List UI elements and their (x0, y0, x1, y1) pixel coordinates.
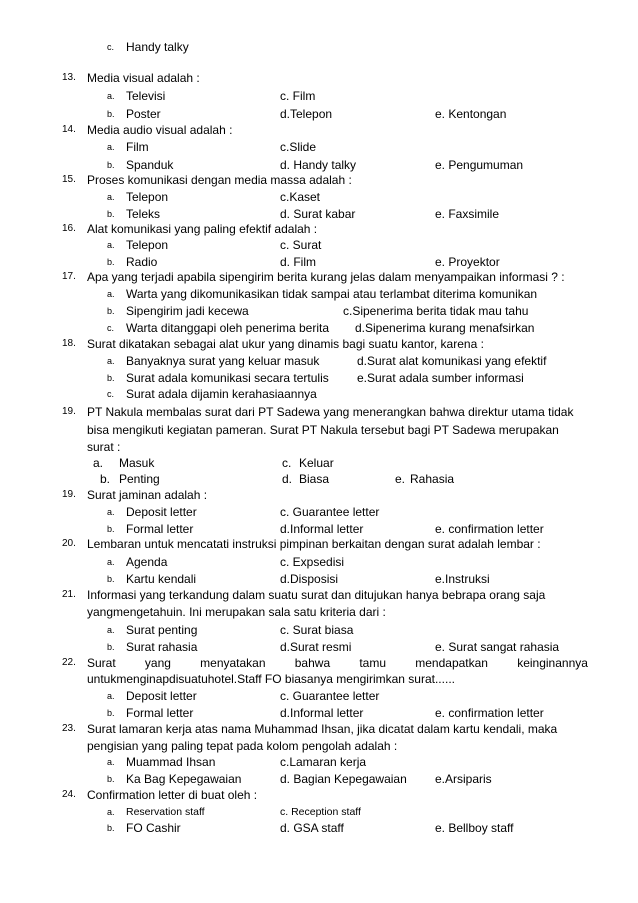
option-text: FO Cashir (126, 821, 181, 835)
option-text: Kartu kendali (126, 572, 197, 586)
option-row (0, 553, 638, 571)
option-text: c. Film (280, 89, 316, 103)
option-letter: a. (107, 507, 115, 517)
option-letter: b. (107, 642, 115, 652)
option-letter: a. (107, 91, 115, 101)
option-letter: a. (93, 456, 104, 470)
option-text: Muammad Ihsan (126, 755, 216, 769)
option-text: Agenda (126, 555, 168, 569)
option-text: c.Slide (280, 140, 317, 154)
question-text: Proses komunikasi dengan media massa adalah : (87, 173, 352, 187)
option-text: Surat adala komunikasi secara tertulis (126, 371, 329, 385)
option-text: c.Kaset (280, 190, 321, 204)
word: keinginannya (517, 656, 588, 670)
word: menyatakan (200, 656, 266, 670)
question-row (0, 69, 638, 87)
question-text: untukmenginapdisuatuhotel.Staff FO biasanya mengirimkan surat...... (87, 672, 455, 686)
option-row (0, 819, 638, 837)
question-number: 16. (62, 223, 76, 234)
option-letter: a. (107, 289, 115, 299)
question-row (0, 335, 638, 353)
option-row (0, 503, 638, 521)
question-row (0, 486, 638, 504)
option-letter: c. (107, 42, 115, 52)
option-text: Formal letter (126, 706, 194, 720)
option-letter: b. (107, 160, 115, 170)
word: yang (144, 656, 171, 670)
option-text: e. Kentongan (435, 107, 507, 121)
question-text: PT Nakula membalas surat dari PT Sadewa yang menerangkan bahwa direktur utama tidak (87, 405, 574, 419)
question-text: Surat jaminan adalah : (87, 488, 208, 502)
option-row (0, 138, 638, 156)
option-text: c. Surat biasa (280, 623, 354, 637)
option-text: Surat rahasia (126, 640, 198, 654)
option-text: e. Proyektor (435, 255, 500, 269)
question-number: 15. (62, 174, 76, 185)
option-letter: a. (107, 192, 115, 202)
option-row (0, 188, 638, 206)
option-text: d. Bagian Kepegawaian (280, 772, 407, 786)
option-text: e. confirmation letter (435, 522, 544, 536)
option-row (0, 87, 638, 105)
word: tamu (359, 656, 387, 670)
option-text: Spanduk (126, 158, 174, 172)
option-letter: a. (107, 142, 115, 152)
option-text: d. Handy talky (280, 158, 357, 172)
option-text: Reservation staff (126, 806, 205, 818)
option-text: d.Sipenerima kurang menafsirkan (355, 321, 535, 335)
option-row (0, 352, 638, 370)
word: Surat (87, 656, 116, 670)
word: mendapatkan (415, 656, 488, 670)
question-number: 24. (62, 789, 76, 800)
option-letter: b. (107, 574, 115, 584)
option-text: Warta ditanggapi oleh penerima berita (126, 321, 330, 335)
option-letter: b. (100, 472, 111, 486)
question-text: Alat komunikasi yang paling efektif adalah : (87, 222, 318, 236)
option-text: c. Reception staff (280, 806, 361, 818)
option-text: e. Faxsimile (435, 207, 500, 221)
option-letter: a. (107, 625, 115, 635)
option-row (0, 236, 638, 254)
option-letter: b. (107, 257, 115, 267)
option-row (0, 302, 638, 320)
option-text: c. Expsedisi (280, 555, 345, 569)
option-text: d.Surat alat komunikasi yang efektif (357, 354, 547, 368)
option-row (0, 687, 638, 705)
option-text: Handy talky (126, 40, 189, 54)
option-text: Masuk (119, 456, 155, 470)
option-text: Keluar (299, 456, 334, 470)
option-text: d.Disposisi (280, 572, 339, 586)
option-text: c.Lamaran kerja (280, 755, 367, 769)
option-text: d. Surat kabar (280, 207, 356, 221)
question-text: Media audio visual adalah : (87, 123, 233, 137)
option-text: e.Surat adala sumber informasi (357, 371, 524, 385)
question-row (0, 403, 638, 421)
option-letter: c. (107, 323, 115, 333)
option-row (0, 621, 638, 639)
question-text: yangmengetahuin. Ini merupakan sala satu kriteria dari : (87, 605, 386, 619)
question-text: bisa mengikuti kegiatan pameran. Surat PT Nakula tersebut bagi PT Sadewa merupakan (87, 423, 559, 437)
question-row-continued (0, 670, 638, 688)
question-row (0, 586, 638, 604)
question-number: 19. (62, 489, 76, 500)
option-text: e. confirmation letter (435, 706, 544, 720)
option-letter: a. (107, 240, 115, 250)
option-text: Banyaknya surat yang keluar masuk (126, 354, 320, 368)
option-text: Televisi (126, 89, 166, 103)
option-letter: b. (107, 373, 115, 383)
option-letter: b. (107, 209, 115, 219)
question-number: 14. (62, 124, 76, 135)
option-text: Ka Bag Kepegawaian (126, 772, 242, 786)
question-text: Informasi yang terkandung dalam suatu surat dan ditujukan hanya bebrapa orang saja (87, 588, 546, 602)
question-text: Lembaran untuk mencatati instruksi pimpinan berkaitan dengan surat adalah lembar : (87, 537, 541, 551)
question-row-continued (0, 421, 638, 439)
option-text: d.Telepon (280, 107, 333, 121)
option-letter: c. (107, 389, 115, 399)
option-letter: a. (107, 757, 115, 767)
option-row (0, 753, 638, 771)
option-text: d. GSA staff (280, 821, 344, 835)
option-letter: b. (107, 109, 115, 119)
question-row (0, 171, 638, 189)
option-letter: e. (395, 472, 406, 486)
option-row (0, 38, 638, 56)
question-row (0, 121, 638, 139)
option-text: e. Bellboy staff (435, 821, 514, 835)
option-text: Deposit letter (126, 505, 197, 519)
option-text: e. Surat sangat rahasia (435, 640, 560, 654)
option-letter: b. (107, 524, 115, 534)
question-number: 19. (62, 406, 76, 417)
question-row (0, 268, 638, 286)
option-text: d.Informal letter (280, 522, 364, 536)
option-text: Deposit letter (126, 689, 197, 703)
question-text: Media visual adalah : (87, 71, 200, 85)
option-letter: a. (107, 557, 115, 567)
option-text: c.Sipenerima berita tidak mau tahu (343, 304, 529, 318)
option-row (0, 285, 638, 303)
option-text: Sipengirim jadi kecewa (126, 304, 249, 318)
option-text: Rahasia (410, 472, 455, 486)
option-letter: c. (282, 456, 292, 470)
option-text: Surat adala dijamin kerahasiaannya (126, 387, 317, 401)
option-row (0, 385, 638, 403)
question-number: 21. (62, 589, 76, 600)
option-text: Formal letter (126, 522, 194, 536)
option-text: d.Surat resmi (280, 640, 352, 654)
question-row (0, 720, 638, 738)
option-letter: d. (282, 472, 293, 486)
question-number: 20. (62, 538, 76, 549)
option-text: e. Pengumuman (435, 158, 524, 172)
question-text: pengisian yang paling tepat pada kolom pengolah adalah : (87, 739, 398, 753)
option-text: Telepon (126, 238, 169, 252)
word: bahwa (294, 656, 331, 670)
option-letter: b. (107, 306, 115, 316)
question-number: 22. (62, 657, 76, 668)
question-row (0, 786, 638, 804)
question-text: Surat dikatakan sebagai alat ukur yang dinamis bagi suatu kantor, karena : (87, 337, 484, 351)
option-text: e.Arsiparis (435, 772, 492, 786)
question-text: Confirmation letter di buat oleh : (87, 788, 258, 802)
question-row (0, 535, 638, 553)
option-text: Teleks (126, 207, 161, 221)
option-text: Warta yang dikomunikasikan tidak sampai atau terlambat diterima komunikan (126, 287, 538, 301)
option-letter: b. (107, 823, 115, 833)
option-text: c. Guarantee letter (280, 505, 380, 519)
option-text: Telepon (126, 190, 169, 204)
question-number: 13. (62, 72, 76, 83)
option-text: d.Informal letter (280, 706, 364, 720)
option-text: d. Film (280, 255, 316, 269)
option-text: Surat penting (126, 623, 198, 637)
question-number: 18. (62, 338, 76, 349)
option-text: e.Instruksi (435, 572, 490, 586)
option-text: Biasa (299, 472, 330, 486)
option-letter: a. (107, 356, 115, 366)
option-text: c. Guarantee letter (280, 689, 380, 703)
option-text: c. Surat (280, 238, 322, 252)
option-text: Poster (126, 107, 161, 121)
question-text: Apa yang terjadi apabila sipengirim berita kurang jelas dalam menyampaikan informasi ? : (87, 270, 565, 284)
option-text: Radio (126, 255, 158, 269)
question-number: 23. (62, 723, 76, 734)
question-text: Surat lamaran kerja atas nama Muhammad Ihsan, jika dicatat dalam kartu kendali, maka (87, 722, 558, 736)
option-text: Penting (119, 472, 160, 486)
question-row-continued (0, 603, 638, 621)
option-letter: b. (107, 708, 115, 718)
option-letter: a. (107, 691, 115, 701)
question-number: 17. (62, 271, 76, 282)
option-letter: b. (107, 774, 115, 784)
option-text: Film (126, 140, 149, 154)
option-letter: a. (107, 807, 115, 817)
question-text: surat : (87, 440, 121, 454)
